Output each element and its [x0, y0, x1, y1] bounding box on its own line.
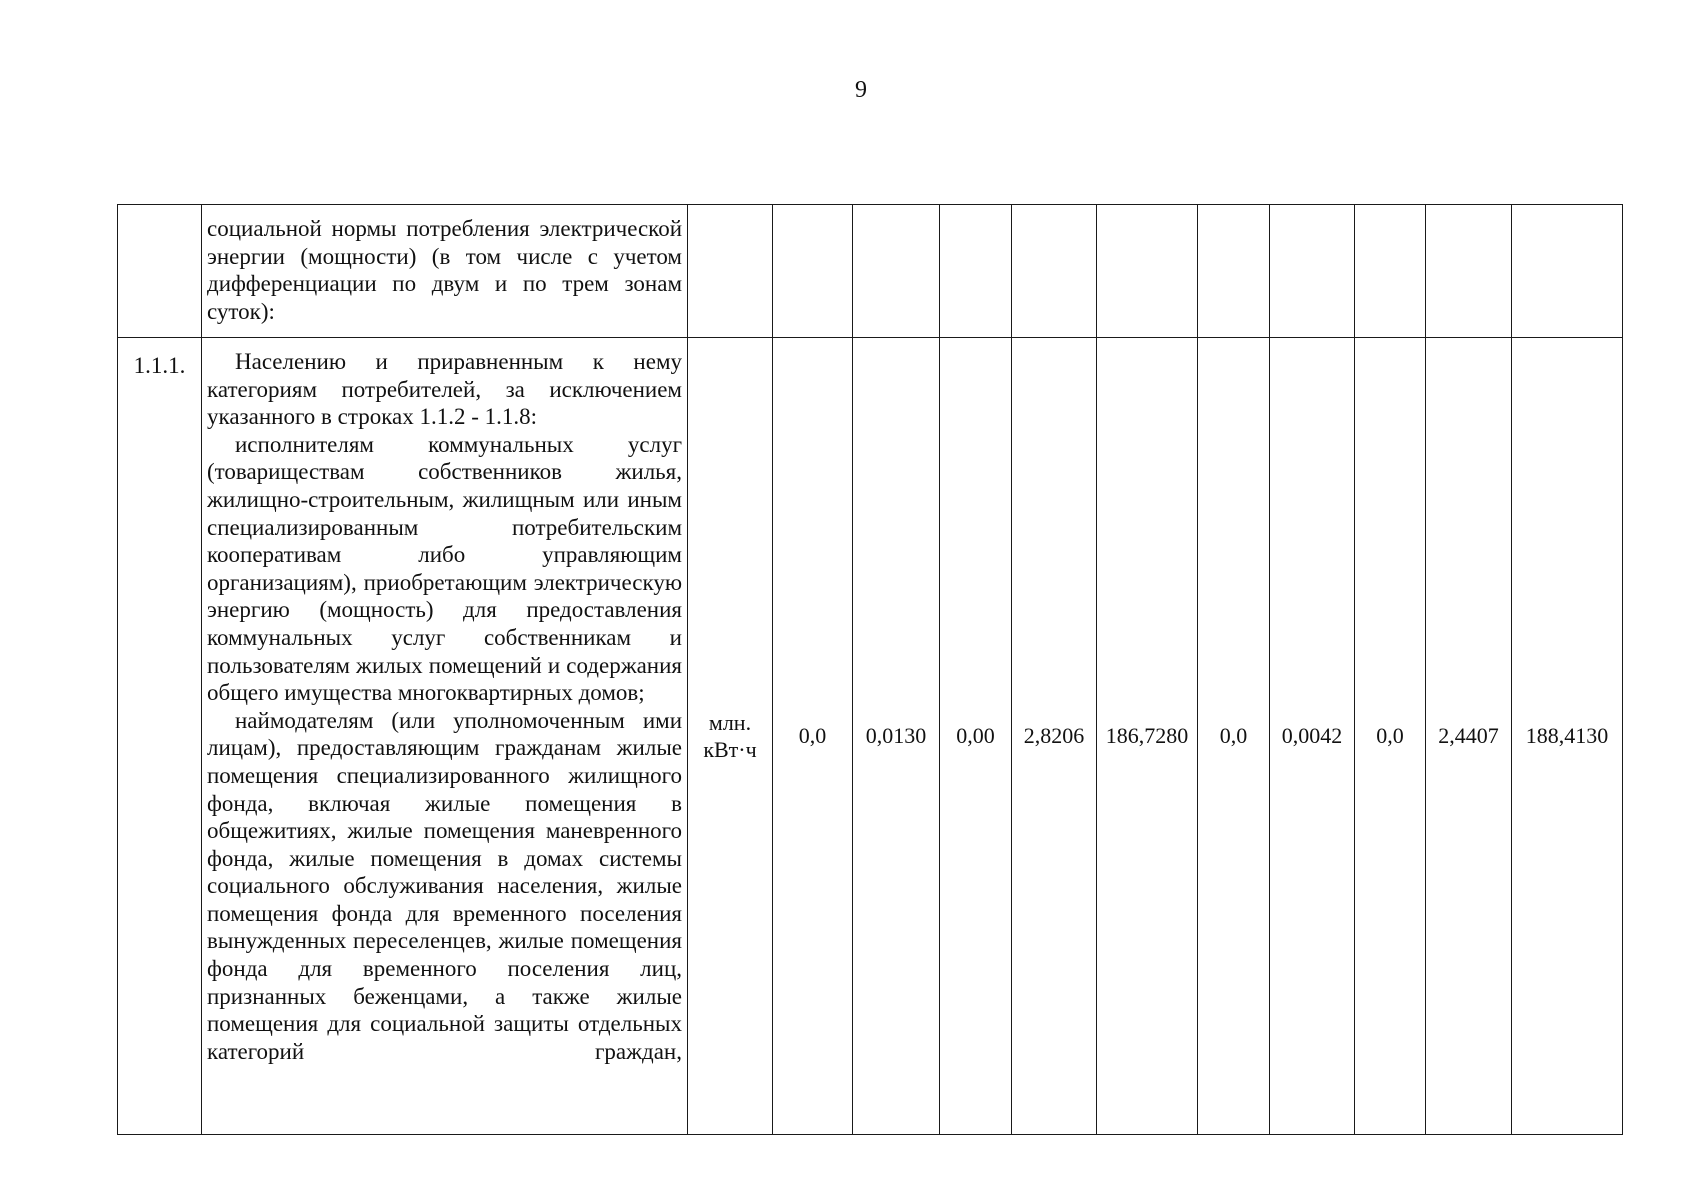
value-cell-empty: [1012, 205, 1097, 338]
value-cell-1: 0,0: [773, 338, 853, 1135]
unit-cell-empty: [688, 205, 773, 338]
value-cell-empty: [853, 205, 940, 338]
page-number: 9: [855, 77, 867, 103]
value-cell-8: 0,0: [1355, 338, 1426, 1135]
unit-label-line2: кВт·ч: [703, 737, 757, 762]
table-row-continued: [118, 205, 1623, 338]
row-description-cell: [202, 205, 688, 338]
row-number-cell: 1.1.1.: [118, 338, 202, 1135]
continued-text: социальной нормы потребления электрической энергии (мощности) (в том числе с учетом дифференциации по двум и по трем зонам суток):: [207, 216, 682, 324]
value-cell-3: 0,00: [940, 338, 1012, 1135]
value-cell-empty: [1426, 205, 1512, 338]
row-number-cell: [118, 205, 202, 338]
value-cell-10: 188,4130: [1512, 338, 1623, 1135]
description-paragraph-3: наймодателям (или уполномоченным ими лицам), предоставляющим гражданам жилые помещения специализированного жилищного фонда, включая жилые помещения в общежитиях, жилые помещения маневренного фонда, жилые помещения в домах системы социального обслуживания населения, жилые помещения фонда для временного поселения вынужденных переселенцев, жилые помещения фонда для временного поселения лиц, признанных беженцами, а также жилые помещения для социальной защиты отдельных категорий граждан,: [207, 707, 682, 1064]
table-row-1-1-1: [118, 338, 1623, 1135]
value-cell-empty: [1198, 205, 1270, 338]
description-paragraph-2: исполнителям коммунальных услуг (товариществам собственников жилья, жилищно-строительным, жилищным или иным специализированным потребительским кооперативам либо управляющим организациям), приобретающим электрическую энергию (мощность) для предоставления коммунальных услуг собственникам и пользователям жилых помещений и содержания общего имущества многоквартирных домов;: [207, 431, 682, 706]
value-cell-empty: [1512, 205, 1623, 338]
value-cell-empty: [940, 205, 1012, 338]
value-cell-6: 0,0: [1198, 338, 1270, 1135]
unit-cell: [688, 338, 773, 1135]
tariff-table: [117, 204, 1623, 1135]
value-cell-9: 2,4407: [1426, 338, 1512, 1135]
value-cell-empty: [1270, 205, 1355, 338]
value-cell-empty: [1355, 205, 1426, 338]
description-paragraph-1: Населению и приравненным к нему категориям потребителей, за исключением указанного в строках 1.1.2 - 1.1.8:: [207, 349, 682, 430]
value-cell-4: 2,8206: [1012, 338, 1097, 1135]
value-cell-2: 0,0130: [853, 338, 940, 1135]
unit-label-line1: млн.: [708, 710, 752, 735]
value-cell-empty: [773, 205, 853, 338]
value-cell-5: 186,7280: [1097, 338, 1198, 1135]
row-description-cell: [202, 338, 688, 1135]
value-cell-7: 0,0042: [1270, 338, 1355, 1135]
value-cell-empty: [1097, 205, 1198, 338]
